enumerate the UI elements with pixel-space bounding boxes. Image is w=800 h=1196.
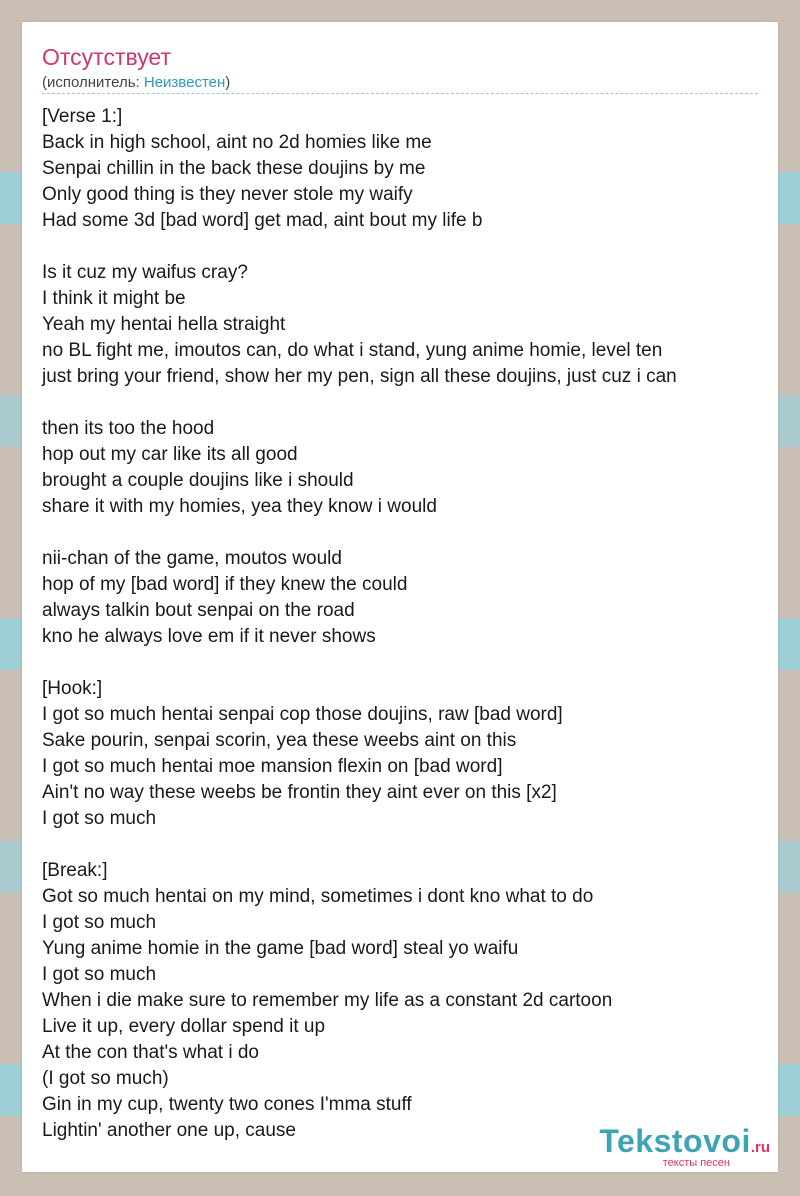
lyric-line: Live it up, every dollar spend it up <box>42 1016 326 1037</box>
lyric-line: Yeah my hentai hella straight <box>42 314 286 335</box>
lyric-line: Only good thing is they never stole my waify <box>42 184 413 205</box>
lyric-line: Had some 3d [bad word] get mad, aint bout my life b <box>42 210 483 231</box>
lyric-line: no BL fight me, imoutos can, do what i stand, yung anime homie, level ten <box>42 340 663 361</box>
lyric-line: I got so much hentai moe mansion flexin on [bad word] <box>42 756 503 777</box>
logo-wordmark: Tekstovoi <box>599 1123 751 1159</box>
lyric-line: I got so much <box>42 912 157 933</box>
title-divider <box>42 93 758 94</box>
lyric-line: At the con that's what i do <box>42 1042 259 1063</box>
lyric-line <box>42 390 762 416</box>
lyric-line <box>42 520 762 546</box>
lyric-line: Gin in my cup, twenty two cones I'mma stuff <box>42 1094 412 1115</box>
artist-suffix: ) <box>225 74 231 91</box>
lyric-line: I got so much hentai senpai cop those doujins, raw [bad word] <box>42 704 563 725</box>
lyric-line: nii-chan of the game, moutos would <box>42 548 342 569</box>
lyric-line: [Verse 1:] <box>42 106 123 127</box>
lyric-line: Sake pourin, senpai scorin, yea these weebs aint on this <box>42 730 517 751</box>
song-title: Отсутствует <box>42 44 171 70</box>
lyric-line <box>42 234 762 260</box>
lyric-line: Lightin' another one up, cause <box>42 1120 296 1141</box>
lyric-line: I got so much <box>42 964 157 985</box>
lyric-line: Got so much hentai on my mind, sometimes i dont kno what to do <box>42 886 594 907</box>
lyric-line: Senpai chillin in the back these doujins by me <box>42 158 426 179</box>
lyric-line: (I got so much) <box>42 1068 169 1089</box>
lyric-line <box>42 650 762 676</box>
artist-prefix: (исполнитель: <box>42 74 144 91</box>
lyric-line <box>42 832 762 858</box>
lyric-line: Yung anime homie in the game [bad word] steal yo waifu <box>42 938 519 959</box>
artist-line <box>42 74 230 91</box>
lyric-line: I think it might be <box>42 288 186 309</box>
logo-domain: .ru <box>750 1139 770 1156</box>
lyric-line: just bring your friend, show her my pen, sign all these doujins, just cuz i can <box>42 366 677 387</box>
lyric-line: kno he always love em if it never shows <box>42 626 376 647</box>
lyric-line: hop out my car like its all good <box>42 444 298 465</box>
lyrics-card <box>22 22 778 1172</box>
lyric-line: then its too the hood <box>42 418 215 439</box>
lyric-line: Is it cuz my waifus cray? <box>42 262 248 283</box>
lyric-line: [Hook:] <box>42 678 103 699</box>
lyric-line: When i die make sure to remember my life as a constant 2d cartoon <box>42 990 613 1011</box>
logo-tagline: тексты песен <box>662 1157 730 1169</box>
lyric-line: [Break:] <box>42 860 108 881</box>
lyric-line: brought a couple doujins like i should <box>42 470 354 491</box>
lyric-line: Ain't no way these weebs be frontin they aint ever on this [x2] <box>42 782 557 803</box>
site-logo[interactable] <box>599 1123 770 1169</box>
artist-link[interactable]: Неизвестен <box>143 74 226 91</box>
lyric-line: I got so much <box>42 808 157 829</box>
lyric-line: share it with my homies, yea they know i would <box>42 496 437 517</box>
lyric-line: hop of my [bad word] if they knew the could <box>42 574 408 595</box>
lyrics-text <box>42 104 762 1144</box>
lyric-line: always talkin bout senpai on the road <box>42 600 355 621</box>
lyric-line: Back in high school, aint no 2d homies like me <box>42 132 432 153</box>
